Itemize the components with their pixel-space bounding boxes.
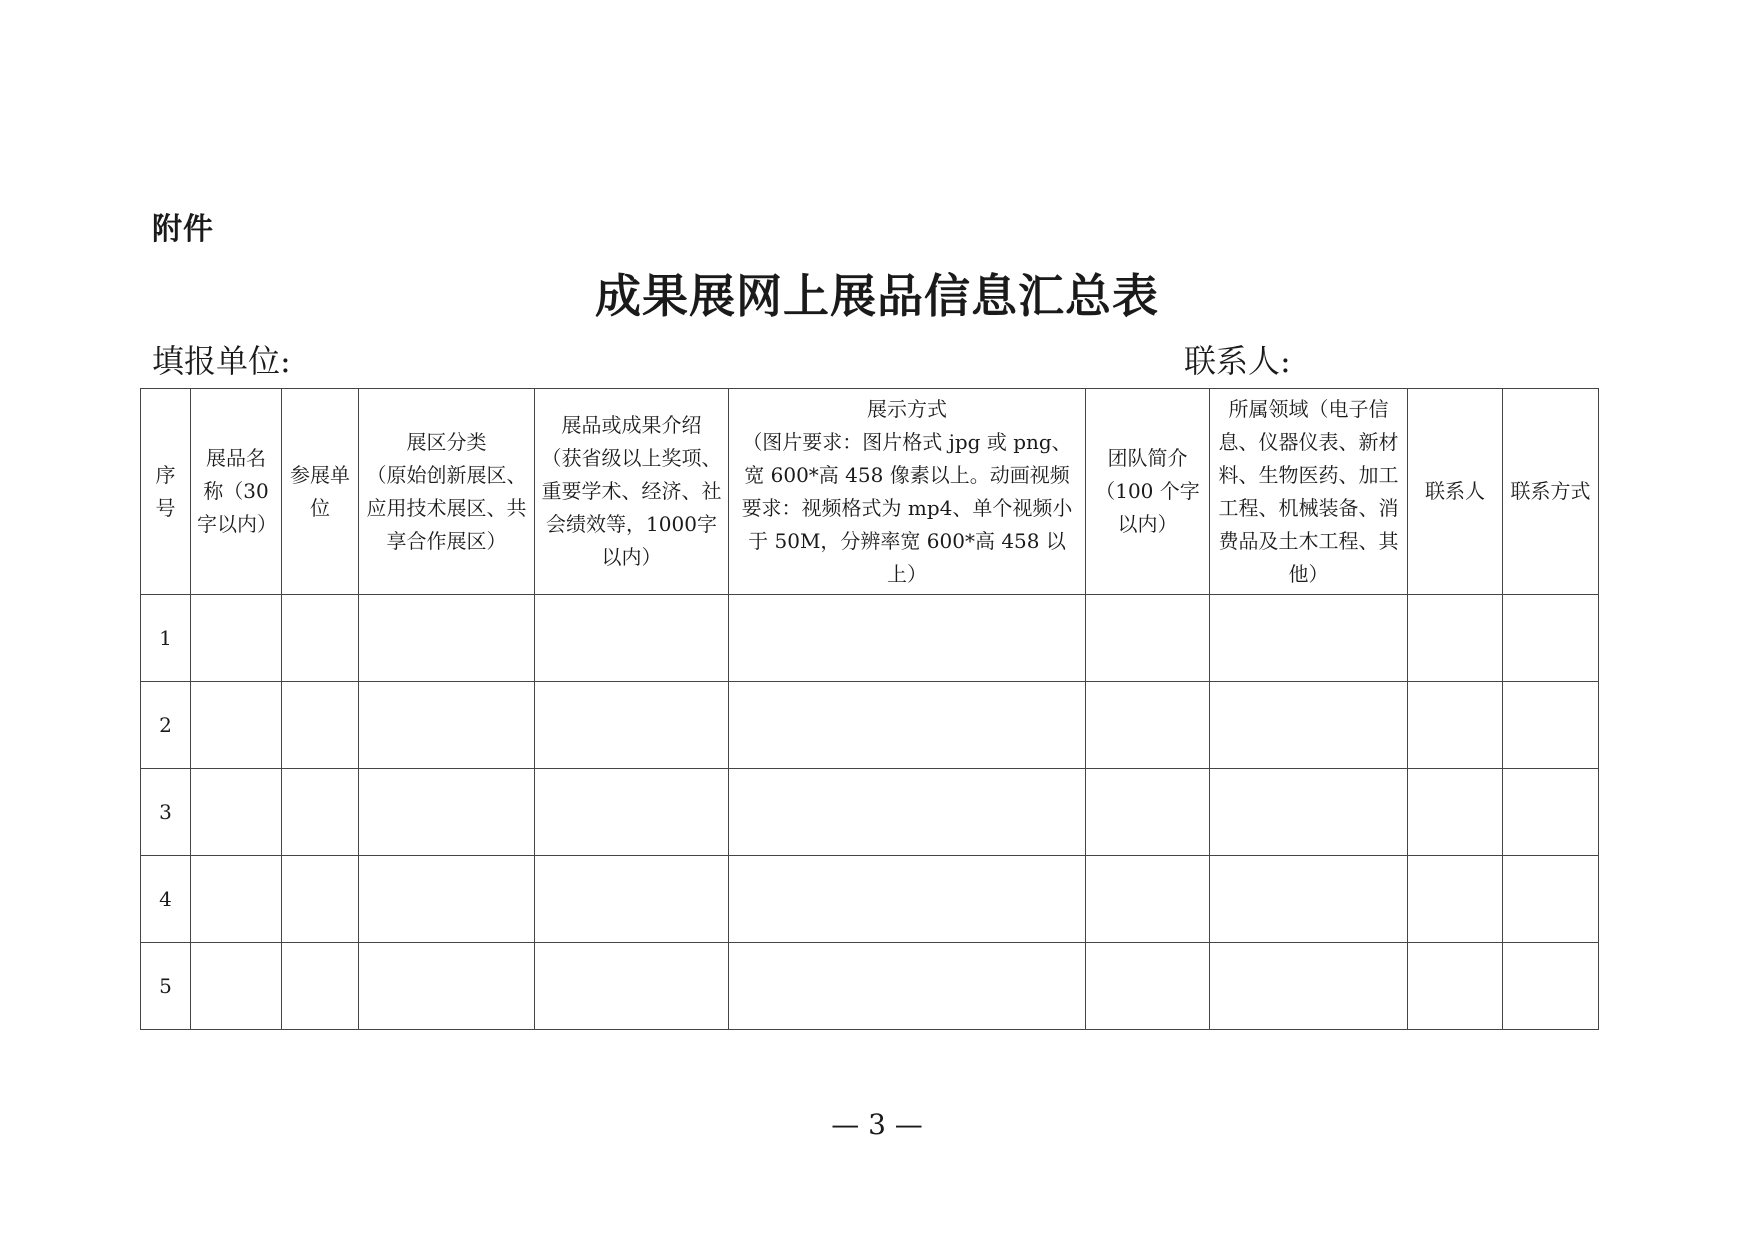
row-index: 1 [141,595,191,682]
cell-exhibit-name[interactable] [191,682,282,769]
header-zone-category-title: 展区分类 [406,429,487,454]
header-exhibit-name-label: 展品名称（30字以内） [197,446,277,536]
header-exhibit-intro-detail: （获省级以上奖项、重要学术、经济、社会绩效等，1000字以内） [541,446,722,569]
header-contact-person [1408,389,1503,595]
cell-exhibit-name[interactable] [191,943,282,1030]
cell-exhibit-name[interactable] [191,595,282,682]
header-zone-category [359,389,535,595]
cell-zone-category[interactable] [359,769,535,856]
header-exhibitor-unit-label: 参展单位 [290,462,350,520]
cell-exhibitor-unit[interactable] [282,595,359,682]
cell-exhibit-intro[interactable] [535,856,729,943]
cell-display-method[interactable] [729,682,1086,769]
cell-field[interactable] [1210,595,1408,682]
cell-team-intro[interactable] [1086,682,1210,769]
header-exhibitor-unit [282,389,359,595]
cell-zone-category[interactable] [359,595,535,682]
exhibit-summary-table [140,388,1599,1030]
attachment-label: 附件 [152,212,214,247]
cell-exhibit-name[interactable] [191,769,282,856]
header-zone-category-detail: （原始创新展区、应用技术展区、共享合作展区） [366,462,527,553]
cell-exhibit-intro[interactable] [535,682,729,769]
cell-contact-info[interactable] [1503,943,1599,1030]
row-index: 2 [141,682,191,769]
table-row [141,943,1599,1030]
contact-person-label: 联系人: [1184,342,1291,380]
cell-team-intro[interactable] [1086,943,1210,1030]
cell-exhibitor-unit[interactable] [282,769,359,856]
cell-zone-category[interactable] [359,682,535,769]
cell-exhibitor-unit[interactable] [282,856,359,943]
cell-zone-category[interactable] [359,943,535,1030]
header-team-intro [1086,389,1210,595]
header-display-method [729,389,1086,595]
cell-exhibit-intro[interactable] [535,769,729,856]
cell-display-method[interactable] [729,943,1086,1030]
cell-exhibit-intro[interactable] [535,943,729,1030]
header-contact-person-label: 联系人 [1425,479,1485,503]
header-team-intro-label: 团队简介（100 个字以内） [1095,446,1200,536]
cell-contact-person[interactable] [1408,769,1503,856]
header-display-method-detail: （图片要求：图片格式 jpg 或 png、宽 600*高 458 像素以上。动画视频要求：视频格式为 mp4、单个视频小于 50M，分辨率宽 600*高 458 以上） [741,429,1073,586]
cell-field[interactable] [1210,682,1408,769]
cell-exhibit-name[interactable] [191,856,282,943]
cell-field[interactable] [1210,943,1408,1030]
cell-contact-person[interactable] [1408,682,1503,769]
cell-contact-person[interactable] [1408,595,1503,682]
cell-contact-person[interactable] [1408,856,1503,943]
header-field-label: 所属领域（电子信息、仪器仪表、新材料、生物医药、加工工程、机械装备、消费品及土木工程、其他） [1218,396,1399,586]
header-exhibit-name [191,389,282,595]
table-row [141,856,1599,943]
page-number: — 3 — [831,1108,923,1141]
cell-team-intro[interactable] [1086,595,1210,682]
cell-contact-info[interactable] [1503,595,1599,682]
row-index: 5 [141,943,191,1030]
header-contact-info [1503,389,1599,595]
cell-team-intro[interactable] [1086,856,1210,943]
header-display-method-title: 展示方式 [867,396,947,421]
header-field [1210,389,1408,595]
cell-contact-info[interactable] [1503,856,1599,943]
cell-display-method[interactable] [729,595,1086,682]
cell-team-intro[interactable] [1086,769,1210,856]
cell-contact-info[interactable] [1503,682,1599,769]
page-title: 成果展网上展品信息汇总表 [595,269,1159,323]
filling-unit-label: 填报单位: [152,342,291,380]
cell-display-method[interactable] [729,856,1086,943]
table-row [141,682,1599,769]
row-index: 3 [141,769,191,856]
cell-exhibitor-unit[interactable] [282,682,359,769]
cell-zone-category[interactable] [359,856,535,943]
cell-contact-info[interactable] [1503,769,1599,856]
cell-exhibit-intro[interactable] [535,595,729,682]
header-contact-info-label: 联系方式 [1510,479,1591,503]
cell-field[interactable] [1210,856,1408,943]
row-index: 4 [141,856,191,943]
table-row [141,769,1599,856]
cell-field[interactable] [1210,769,1408,856]
table-header-row [141,389,1599,595]
cell-exhibitor-unit[interactable] [282,943,359,1030]
cell-contact-person[interactable] [1408,943,1503,1030]
header-exhibit-intro [535,389,729,595]
table-row [141,595,1599,682]
cell-display-method[interactable] [729,769,1086,856]
header-index-label: 序号 [155,462,176,520]
header-index [141,389,191,595]
header-exhibit-intro-title: 展品或成果介绍 [561,413,702,437]
